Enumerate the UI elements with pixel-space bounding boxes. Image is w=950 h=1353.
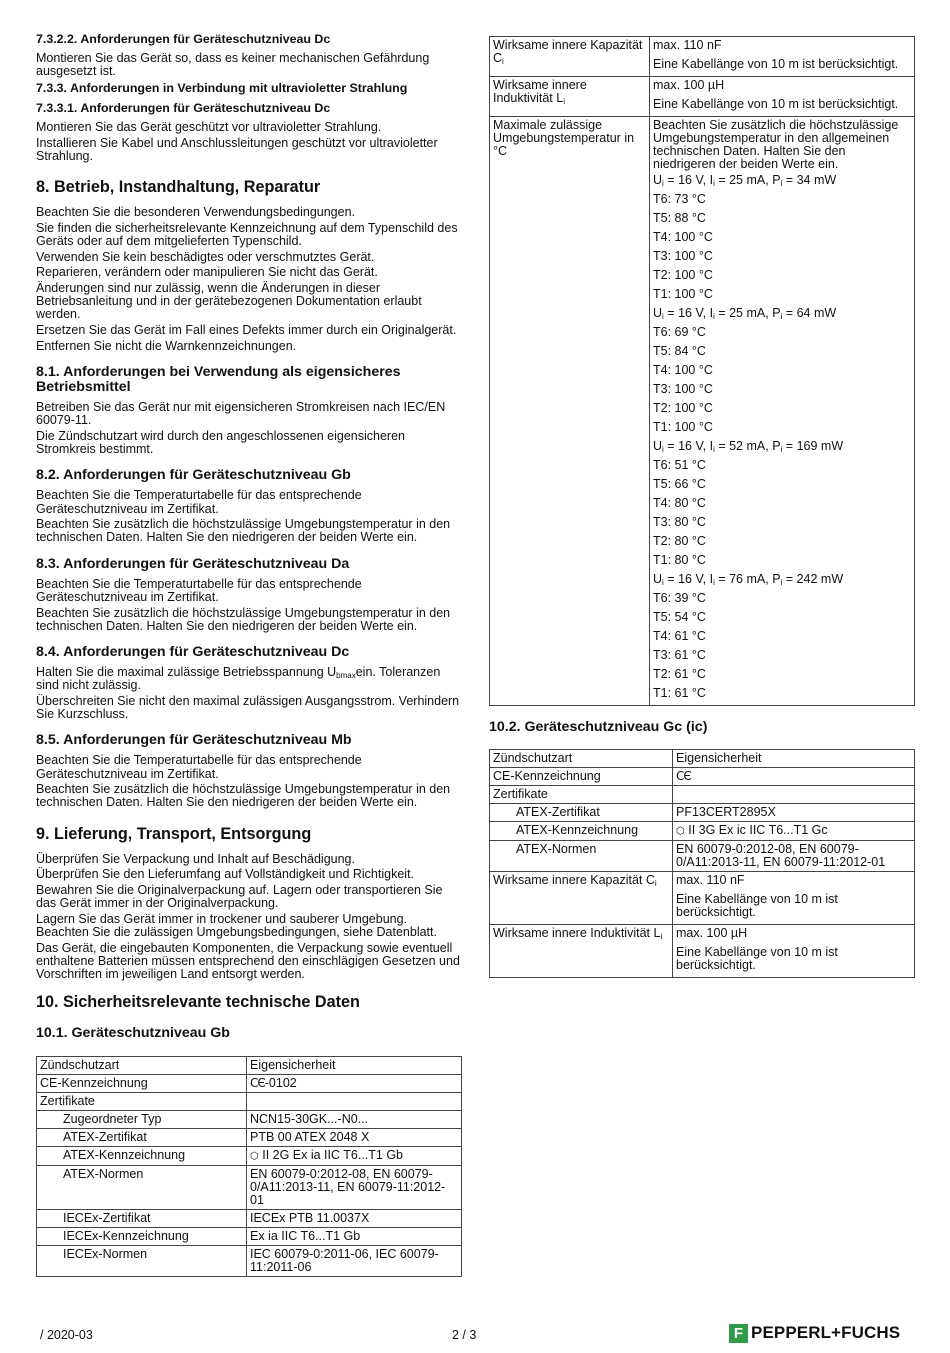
paragraph: Montieren Sie das Gerät geschützt vor ultravioletter Strahlung.: [36, 119, 382, 134]
heading-8-1: 8.1. Anforderungen bei Verwendung als eigensicheres Betriebsmittel: [36, 364, 401, 396]
cell-value: Eigensicherheit: [247, 1057, 462, 1075]
cell-value: [673, 786, 915, 804]
cell-value: EN 60079-0:2012-08, EN 60079-0/A11:2013-11, EN 60079-11:2012-01: [673, 841, 915, 872]
ex-mark-icon: ⬡: [676, 826, 685, 837]
heading-7-3-3-1: 7.3.3.1. Anforderungen für Geräteschutzniveau Dc: [36, 100, 331, 115]
ce-mark-icon: CЄ: [676, 769, 691, 783]
temperature-class-line: T1: 100 °C: [653, 287, 713, 301]
table-row: [37, 1246, 462, 1277]
temperature-class-line: T6: 39 °C: [653, 591, 706, 605]
cell-label: ATEX-Zertifikat: [37, 1129, 247, 1147]
temperature-class-line: T1: 100 °C: [653, 420, 713, 434]
table-row: [37, 1147, 462, 1166]
cell-value: Eigensicherheit: [673, 750, 915, 768]
table-row: [490, 37, 915, 77]
table-row: [490, 768, 915, 786]
paragraph: Betreiben Sie das Gerät nur mit eigensicheren Stromkreisen nach IEC/EN 60079-11.: [36, 400, 446, 428]
paragraph: Beachten Sie zusätzlich die höchstzulässige Umgebungstemperatur in den technischen Daten. Halten Sie den niedrigeren der beiden Werte ein.: [36, 782, 451, 810]
table-row: [37, 1057, 462, 1075]
cell-label: Wirksame innere Induktivität $L_i$: [490, 77, 650, 117]
paragraph: Entfernen Sie nicht die Warnkennzeichnungen.: [36, 338, 297, 353]
table-row: [37, 1210, 462, 1228]
temperature-class-line: T3: 100 °C: [653, 249, 713, 263]
cell-value: NCN15-30GK...-N0...: [247, 1111, 462, 1129]
electrical-values-line: $U_i = 16$ V, $I_i = 25$ mA, $P_i = 64$ mW: [653, 306, 837, 321]
temperature-class-line: T3: 61 °C: [653, 648, 706, 662]
cell-label: ATEX-Kennzeichnung: [490, 822, 673, 841]
temperature-class-line: T1: 80 °C: [653, 553, 706, 567]
cell-value: max. 110 nF Eine Kabellänge von 10 m ist berücksichtigt.: [650, 37, 915, 77]
cell-label: ATEX-Zertifikat: [490, 804, 673, 822]
paragraph: Lagern Sie das Gerät immer in trockener und sauberer Umgebung. Beachten Sie die zulässigen Umgebungsbedingungen, siehe Datenblatt.: [36, 911, 437, 940]
footer-date: / 2020-03: [40, 1328, 93, 1342]
right-column: [489, 36, 915, 978]
cell-value: PTB 00 ATEX 2048 X: [247, 1129, 462, 1147]
table-row: [490, 77, 915, 117]
cell-value: [673, 768, 915, 786]
table-gc: [489, 749, 915, 978]
cell-label: Wirksame innere Kapazität $C_i$: [490, 872, 673, 925]
table-row: [490, 750, 915, 768]
paragraph: Beachten Sie die Temperaturtabelle für das entsprechende Geräteschutzniveau im Zertifikat.: [36, 753, 362, 781]
temperature-groups: [653, 174, 911, 703]
paragraph: Beachten Sie zusätzlich die höchstzulässige Umgebungstemperatur in den technischen Daten. Halten Sie den niedrigeren der beiden Werte ein.: [36, 605, 451, 633]
table-row: [490, 117, 915, 706]
temperature-class-line: T5: 54 °C: [653, 610, 706, 624]
cell-label: CE-Kennzeichnung: [490, 768, 673, 786]
paragraph: Überprüfen Sie Verpackung und Inhalt auf Beschädigung.: [36, 851, 355, 866]
table-row: [490, 804, 915, 822]
temperature-class-line: T3: 100 °C: [653, 382, 713, 396]
table-row: [37, 1093, 462, 1111]
electrical-values-line: $U_i = 16$ V, $I_i = 25$ mA, $P_i = 34$ mW: [653, 173, 837, 188]
cell-value: IEC 60079-0:2011-06, IEC 60079-11:2011-06: [247, 1246, 462, 1277]
heading-8-3: 8.3. Anforderungen für Geräteschutzniveau Da: [36, 555, 350, 572]
cell-value: Beachten Sie zusätzlich die höchstzulässige Umgebungstemperatur in den allgemeinen technischen Daten. Halten Sie den niedrigeren der beiden Werte ein. $U_i = 16$ V, $I_i = 25$ mA, $P_i = 34$ mW T6: 73 °C T5: 88 °C T4: 100 °C T3: 100 °C T2: 100 °C T1: 100 °C $U_i = 16$ V, $I_i = 25$ mA, $P_i = 64$ mW T6: 69 °C T5: 84 °C T4: 100 °C T3: 100 °C T2: 100 °C T1: 100 °C $U_i = 16$ V, $I_i = 52$ mA, $P_i = 169$ mW T6: 51 °C T5: 66 °C T4: 80 °C T3: 80 °C T2: 80 °C T1: 80 °C $U_i = 16$ V, $I_i = 76$ mA, $P_i = 242$ mW T6: 39 °C T5: 54 °C T4: 61 °C T3: 61 °C T2: 61 °C T1: 61 °C: [650, 117, 915, 706]
cell-value: CЄ-0102: [247, 1075, 462, 1093]
temperature-class-line: T2: 80 °C: [653, 534, 706, 548]
table-row: [490, 872, 915, 925]
brand-name: PEPPERL+FUCHS: [751, 1323, 901, 1342]
cell-label: ATEX-Kennzeichnung: [37, 1147, 247, 1166]
cell-value: max. 110 nF Eine Kabellänge von 10 m ist berücksichtigt.: [673, 872, 915, 925]
paragraph: Reparieren, verändern oder manipulieren Sie nicht das Gerät.: [36, 265, 378, 280]
table-row: [37, 1166, 462, 1210]
paragraph: Das Gerät, die eingebauten Komponenten, die Verpackung sowie eventuell enthaltene Batterien müssen entsprechend den einschlägigen Gesetzen und Vorschriften im jeweiligen Land entsorgt werden.: [36, 940, 460, 982]
temperature-class-line: T5: 84 °C: [653, 344, 706, 358]
temperature-class-line: T3: 80 °C: [653, 515, 706, 529]
cell-label: ATEX-Normen: [37, 1166, 247, 1210]
temperature-class-line: T4: 80 °C: [653, 496, 706, 510]
table-row: [490, 822, 915, 841]
heading-8-5: 8.5. Anforderungen für Geräteschutzniveau Mb: [36, 732, 352, 749]
paragraph: Die Zündschutzart wird durch den angeschlossenen eigensicheren Stromkreis bestimmt.: [36, 428, 405, 457]
paragraph: Beachten Sie die Temperaturtabelle für das entsprechende Geräteschutzniveau im Zertifikat.: [36, 488, 362, 516]
heading-8: 8. Betrieb, Instandhaltung, Reparatur: [36, 178, 321, 197]
cell-label: Zündschutzart: [490, 750, 673, 768]
cell-value: IECEx PTB 11.0037X: [247, 1210, 462, 1228]
paragraph: Beachten Sie die besonderen Verwendungsbedingungen.: [36, 205, 356, 220]
table-gb: [36, 1056, 462, 1277]
cell-label: CE-Kennzeichnung: [37, 1075, 247, 1093]
table-row: [490, 841, 915, 872]
heading-8-2: 8.2. Anforderungen für Geräteschutzniveau Gb: [36, 467, 351, 484]
heading-8-4: 8.4. Anforderungen für Geräteschutzniveau Dc: [36, 643, 350, 660]
paragraph: Änderungen sind nur zulässig, wenn die Änderungen in dieser Betriebsanleitung und in der gerätebezogenen Dokumentation erlaubt werden.: [36, 281, 422, 322]
temperature-class-line: T2: 100 °C: [653, 268, 713, 282]
heading-10: 10. Sicherheitsrelevante technische Daten: [36, 993, 360, 1012]
cell-value: Ex ia IIC T6...T1 Gb: [247, 1228, 462, 1246]
temperature-class-line: T5: 66 °C: [653, 477, 706, 491]
heading-10-2: 10.2. Geräteschutzniveau Gc (ic): [489, 719, 708, 735]
temperature-class-line: T6: 73 °C: [653, 192, 706, 206]
cell-value: EN 60079-0:2012-08, EN 60079-0/A11:2013-11, EN 60079-11:2012-01: [247, 1166, 462, 1210]
cell-label: Wirksame innere Kapazität $C_i$: [490, 37, 650, 77]
brand-logo: [729, 1323, 900, 1343]
cell-label: Zündschutzart: [37, 1057, 247, 1075]
paragraph: Überprüfen Sie den Lieferumfang auf Vollständigkeit und Richtigkeit.: [36, 867, 415, 882]
cell-value: ⬡ II 2G Ex ia IIC T6...T1 Gb: [247, 1147, 462, 1166]
temperature-class-line: T6: 51 °C: [653, 458, 706, 472]
paragraph: Bewahren Sie die Originalverpackung auf. Lagern oder transportieren Sie das Gerät immer in der Originalverpackung.: [36, 883, 443, 911]
paragraph: Halten Sie die maximal zulässige Betriebsspannung $U_{bmax}ein$. Toleranzen sind nicht zulässig.: [36, 664, 441, 693]
paragraph: Sie finden die sicherheitsrelevante Kennzeichnung auf dem Typenschild des Geräts oder auf dem mitgelieferten Typenschild.: [36, 220, 458, 248]
temperature-class-line: T6: 69 °C: [653, 325, 706, 339]
paragraph: Installieren Sie Kabel und Anschlussleitungen geschützt vor ultravioletter Strahlung.: [36, 135, 438, 163]
temperature-class-line: T4: 100 °C: [653, 363, 713, 377]
table-row: [490, 786, 915, 804]
electrical-values-line: $U_i = 16$ V, $I_i = 76$ mA, $P_i = 242$ mW: [653, 572, 844, 587]
temperature-class-line: T5: 88 °C: [653, 211, 706, 225]
cell-label: Maximale zulässige Umgebungstemperatur in °C: [490, 117, 650, 706]
table-row: [490, 925, 915, 978]
cell-label: IECEx-Normen: [37, 1246, 247, 1277]
temperature-class-line: T2: 100 °C: [653, 401, 713, 415]
cell-label: Zertifikate: [490, 786, 673, 804]
paragraph: Montieren Sie das Gerät so, dass es keiner mechanischen Gefährdung ausgesetzt ist.: [36, 51, 430, 79]
table-row: [37, 1075, 462, 1093]
table-gb-continued: [489, 36, 915, 706]
table-row: [37, 1111, 462, 1129]
paragraph: Überschreiten Sie nicht den maximal zulässigen Ausgangsstrom. Verhindern Sie Kurzschluss.: [36, 693, 460, 722]
cell-label: ATEX-Normen: [490, 841, 673, 872]
temperature-class-line: T4: 100 °C: [653, 230, 713, 244]
left-column: [36, 32, 462, 1277]
temperature-class-line: T2: 61 °C: [653, 667, 706, 681]
heading-7-3-3: 7.3.3. Anforderungen in Verbindung mit ultravioletter Strahlung: [36, 80, 408, 95]
cell-value: ⬡ II 3G Ex ic IIC T6...T1 Gc: [673, 822, 915, 841]
cell-label: IECEx-Zertifikat: [37, 1210, 247, 1228]
temperature-class-line: T1: 61 °C: [653, 686, 706, 700]
cell-value: max. 100 µH Eine Kabellänge von 10 m ist berücksichtigt.: [650, 77, 915, 117]
cell-label: IECEx-Kennzeichnung: [37, 1228, 247, 1246]
paragraph: Beachten Sie zusätzlich die höchstzulässige Umgebungstemperatur in den technischen Daten. Halten Sie den niedrigeren der beiden Werte ein.: [36, 517, 451, 545]
footer-page-number: 2 / 3: [452, 1328, 477, 1342]
brand-icon: F: [729, 1324, 748, 1343]
paragraph: Ersetzen Sie das Gerät im Fall eines Defekts immer durch ein Originalgerät.: [36, 323, 457, 338]
paragraph: Beachten Sie die Temperaturtabelle für das entsprechende Geräteschutzniveau im Zertifikat.: [36, 576, 362, 604]
cell-value: max. 100 µH Eine Kabellänge von 10 m ist berücksichtigt.: [673, 925, 915, 978]
cell-label: Zertifikate: [37, 1093, 247, 1111]
heading-10-1: 10.1. Geräteschutzniveau Gb: [36, 1025, 230, 1042]
cell-value: PF13CERT2895X: [673, 804, 915, 822]
paragraph: Verwenden Sie kein beschädigtes oder verschmutztes Gerät.: [36, 249, 375, 264]
cell-value: [247, 1093, 462, 1111]
table-row: [37, 1129, 462, 1147]
temperature-class-line: T4: 61 °C: [653, 629, 706, 643]
cell-label: Zugeordneter Typ: [37, 1111, 247, 1129]
ex-mark-icon: ⬡: [250, 1151, 259, 1163]
cell-label: Wirksame innere Induktivität $L_i$: [490, 925, 673, 978]
electrical-values-line: $U_i = 16$ V, $I_i = 52$ mA, $P_i = 169$ mW: [653, 439, 844, 454]
table-row: [37, 1228, 462, 1246]
ce-mark-icon: CЄ: [250, 1076, 265, 1091]
heading-9: 9. Lieferung, Transport, Entsorgung: [36, 824, 312, 843]
heading-7-3-2-2: 7.3.2.2. Anforderungen für Geräteschutzniveau Dc: [36, 32, 331, 46]
